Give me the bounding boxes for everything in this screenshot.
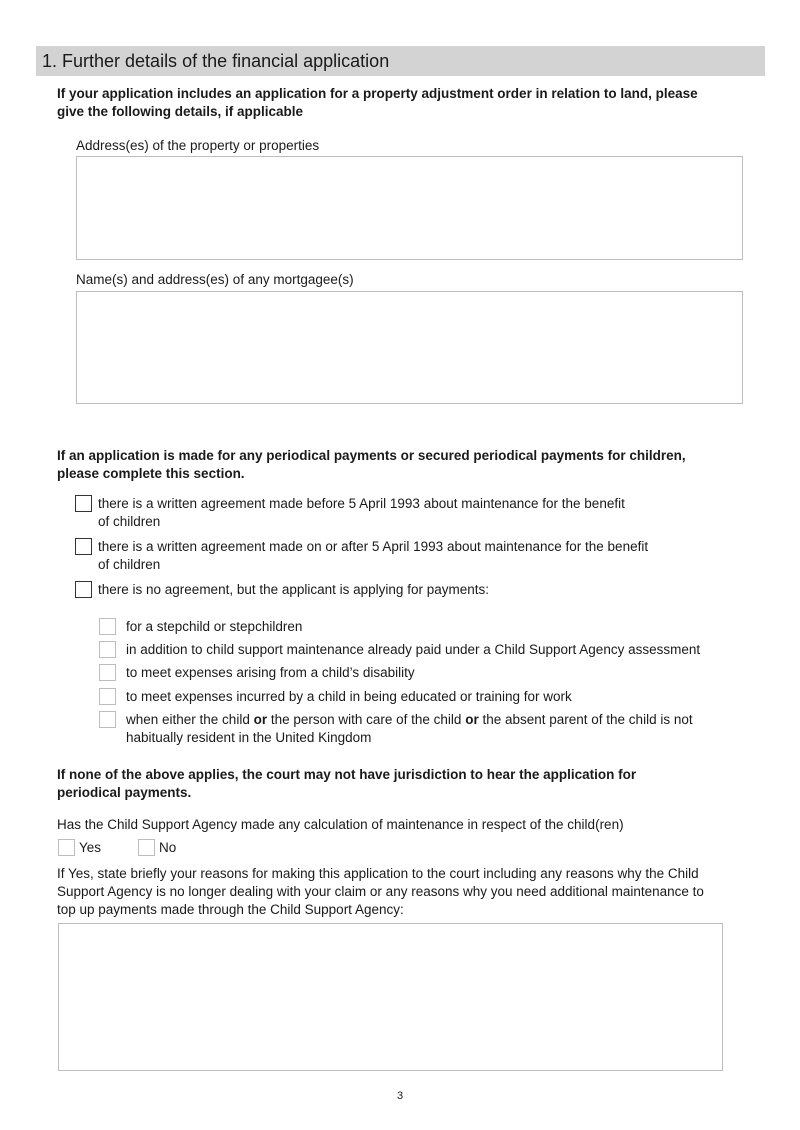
checkbox-no[interactable]: [138, 839, 155, 856]
option-before-1993-line1: there is a written agreement made before 5 April 1993 about maintenance for the benefit: [98, 496, 625, 511]
checkbox-after-1993[interactable]: [75, 538, 92, 555]
periodical-heading: [57, 447, 686, 483]
mortgagee-label: Name(s) and address(es) of any mortgagee(s): [76, 272, 354, 287]
not-resident-or2: or: [465, 712, 479, 727]
checkbox-before-1993[interactable]: [75, 495, 92, 512]
sub-option-addition-csa-text: in addition to child support maintenance already paid under a Child Support Agency assessment: [126, 642, 701, 657]
csa-reasons-line2: Support Agency is no longer dealing with your claim or any reasons why you need additional maintenance to: [57, 884, 704, 899]
sub-option-education-text: to meet expenses incurred by a child in being educated or training for work: [126, 689, 572, 704]
checkbox-not-resident[interactable]: [99, 711, 116, 728]
page-number: 3: [396, 1090, 404, 1102]
option-before-1993-line2: of children: [98, 514, 161, 529]
sub-option-not-resident-line1: [126, 711, 766, 729]
csa-question: Has the Child Support Agency made any calculation of maintenance in respect of the child(ren): [57, 817, 624, 832]
option-no-agreement-line1: there is no agreement, but the applicant is applying for payments:: [98, 582, 489, 597]
checkbox-education[interactable]: [99, 688, 116, 705]
csa-reasons-textbox[interactable]: [58, 923, 723, 1071]
sub-option-disability-text: to meet expenses arising from a child’s disability: [126, 665, 415, 680]
checkbox-no-agreement[interactable]: [75, 581, 92, 598]
not-resident-text-a: when either the child: [126, 712, 254, 727]
periodical-heading-line1: If an application is made for any periodical payments or secured periodical payments for children,: [57, 448, 686, 463]
property-heading: [57, 85, 698, 121]
not-resident-text-b: the person with care of the child: [267, 712, 466, 727]
property-heading-line2: give the following details, if applicable: [57, 104, 304, 119]
periodical-heading-line2: please complete this section.: [57, 466, 245, 481]
mortgagee-textbox[interactable]: [76, 291, 743, 404]
sub-option-stepchild-text: for a stepchild or stepchildren: [126, 619, 303, 634]
jurisdiction-note-line1: If none of the above applies, the court may not have jurisdiction to hear the application for: [57, 767, 637, 782]
address-label: Address(es) of the property or properties: [76, 138, 320, 153]
not-resident-or1: or: [253, 712, 268, 727]
property-heading-line1: If your application includes an application for a property adjustment order in relation to land, please: [57, 86, 698, 101]
option-after-1993-line1: there is a written agreement made on or after 5 April 1993 about maintenance for the benefit: [98, 539, 649, 554]
checkbox-addition-csa[interactable]: [99, 641, 116, 658]
csa-yes-label: Yes: [79, 840, 102, 855]
csa-no-label: No: [159, 840, 177, 855]
jurisdiction-note: [57, 766, 636, 802]
checkbox-stepchild[interactable]: [99, 618, 116, 635]
csa-reasons-instructions: [57, 865, 757, 919]
option-after-1993-line2: of children: [98, 557, 161, 572]
address-textbox[interactable]: [76, 156, 743, 260]
sub-option-not-resident-line2: habitually resident in the United Kingdom: [126, 730, 372, 745]
csa-reasons-line1: If Yes, state briefly your reasons for making this application to the court including any reasons why the Child: [57, 866, 699, 881]
checkbox-disability[interactable]: [99, 664, 116, 681]
csa-reasons-line3: top up payments made through the Child Support Agency:: [57, 902, 404, 917]
not-resident-text-c: the absent parent of the child is not: [478, 712, 693, 727]
checkbox-yes[interactable]: [58, 839, 75, 856]
jurisdiction-note-line2: periodical payments.: [57, 785, 192, 800]
section-title: 1. Further details of the financial application: [36, 46, 765, 76]
